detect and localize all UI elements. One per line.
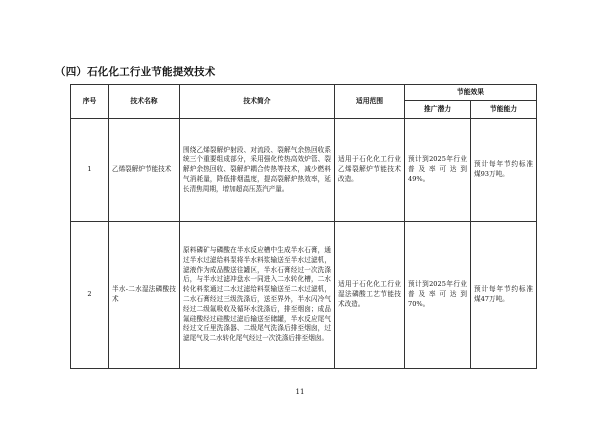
header-promotion: 推广潜力 (405, 101, 471, 119)
header-capacity: 节能能力 (471, 101, 537, 119)
page-number: 11 (295, 388, 305, 396)
row-name: 乙烯裂解炉节能技术 (109, 119, 180, 222)
row-scope: 适用于石化化工行业湿法磷酸工艺节能技术改造。 (335, 222, 405, 369)
row-scope: 适用于石化化工行业乙烯裂解炉节能技术改造。 (335, 119, 405, 222)
row-promotion: 预计到2025年行业普及率可达到49%。 (405, 119, 471, 222)
row-capacity: 预计每年节约标准煤93万吨。 (471, 119, 537, 222)
table-row (71, 119, 537, 222)
row-promotion: 预计到2025年行业普及率可达到70%。 (405, 222, 471, 369)
header-intro: 技术简介 (180, 85, 335, 119)
row-intro: 原料磷矿与磷酸在半水反应槽中生成半水石膏，通过半水过滤给料泵将半水料浆输送至半水过滤机，滤液作为成品酸送往罐区，半水石膏经过一次洗涤后，与半水过滤冲盘水一同进入二水转化槽，二水转化料浆通过二水过滤给料泵输送至二水过滤机，二水石膏经过三级洗涤后，送至界外，半水闪冷气经过二级氟吸收及循环水洗涤后，排至烟囱；成品氟硅酸经过硅酸过滤后输送至储罐，半水反应尾气经过文丘里洗涤器、二级尾气洗涤后排至烟囱，过滤尾气及二水转化尾气经过一次洗涤后排至烟囱。 (180, 222, 335, 369)
table-row (71, 222, 537, 369)
row-intro: 围绕乙烯裂解炉射段、对流段、裂解气余热回收系统三个重要组成部分，采用强化传热高效炉管、裂解炉余热回收、裂解炉耦合传热等技术，减少燃料气消耗量，降低排烟温度，提高裂解炉热效率，延长清焦周期，增加超高压蒸汽产量。 (180, 119, 335, 222)
row-name: 半水-二水湿法磷酸技术 (109, 222, 180, 369)
row-index: 2 (71, 222, 109, 369)
header-scope: 适用范围 (335, 85, 405, 119)
header-name: 技术名称 (109, 85, 180, 119)
row-index: 1 (71, 119, 109, 222)
section-heading: （四）石化化工行业节能提效技术 (55, 66, 216, 78)
row-capacity: 预计每年节约标准煤47万吨。 (471, 222, 537, 369)
header-index: 序号 (71, 85, 109, 119)
technology-table (70, 84, 537, 369)
header-effect: 节能效果 (405, 85, 537, 101)
